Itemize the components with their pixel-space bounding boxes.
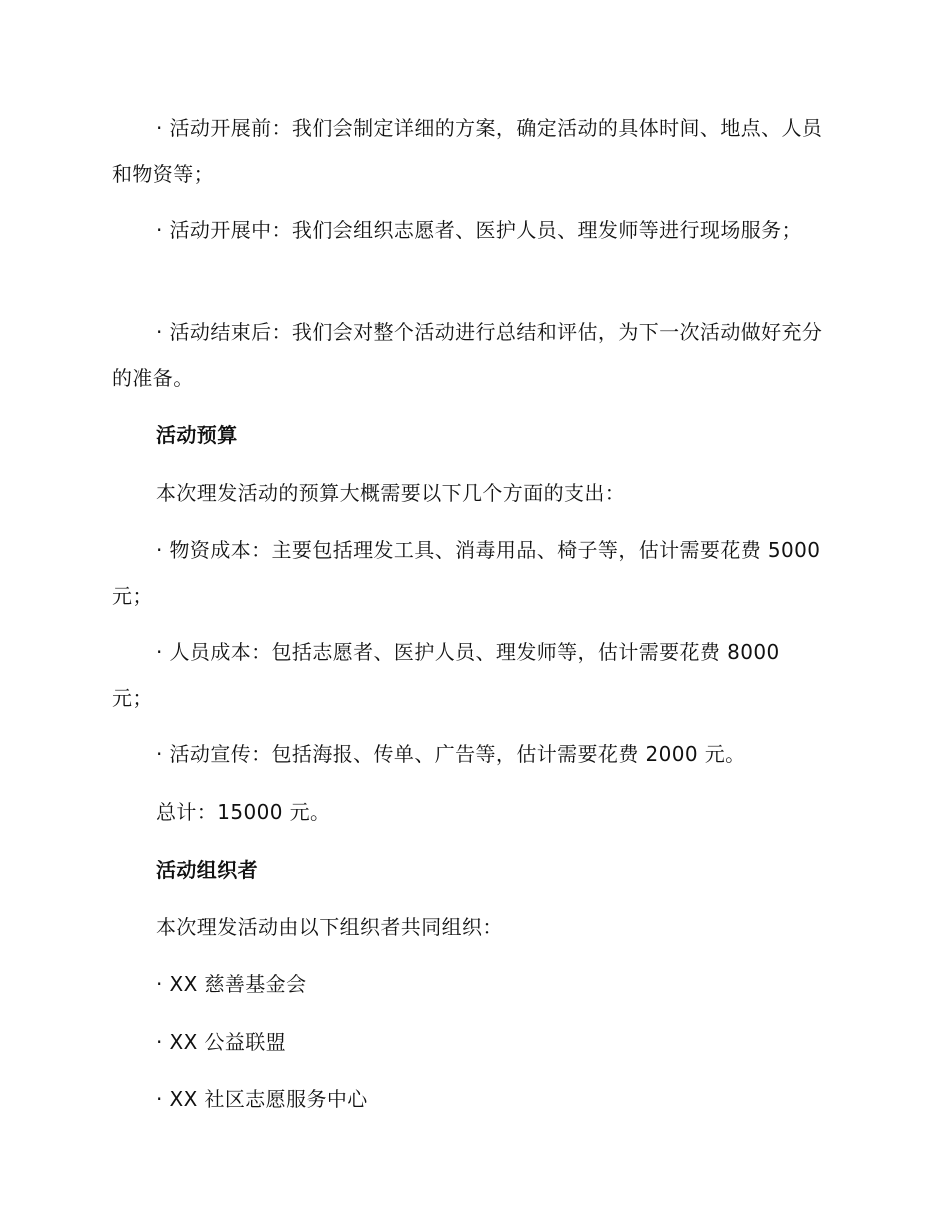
organizer-item: · XX 社区志愿服务中心 <box>156 1087 368 1111</box>
budget-total: 总计：15000 元。 <box>156 800 331 824</box>
budget-intro: 本次理发活动的预算大概需要以下几个方面的支出： <box>156 481 626 505</box>
organizer-item: · XX 公益联盟 <box>156 1030 287 1054</box>
bullet-publicity-cost: · 活动宣传：包括海报、传单、广告等，估计需要花费 2000 元。 <box>156 742 746 766</box>
bullet-material-cost: · 物资成本：主要包括理发工具、消毒用品、椅子等，估计需要花费 5000 元； <box>112 538 821 608</box>
bullet-during-activity: · 活动开展中：我们会组织志愿者、医护人员、理发师等进行现场服务； <box>156 218 802 242</box>
bullet-personnel-cost: · 人员成本：包括志愿者、医护人员、理发师等，估计需要花费 8000 元； <box>112 640 780 710</box>
bullet-before-activity: · 活动开展前：我们会制定详细的方案，确定活动的具体时间、地点、人员和物资等； <box>112 116 823 186</box>
section-heading-budget: 活动预算 <box>156 423 238 447</box>
organizers-intro: 本次理发活动由以下组织者共同组织： <box>156 915 503 939</box>
section-heading-organizers: 活动组织者 <box>156 858 258 882</box>
bullet-after-activity: · 活动结束后：我们会对整个活动进行总结和评估，为下一次活动做好充分的准备。 <box>112 320 823 390</box>
organizer-item: · XX 慈善基金会 <box>156 972 307 996</box>
